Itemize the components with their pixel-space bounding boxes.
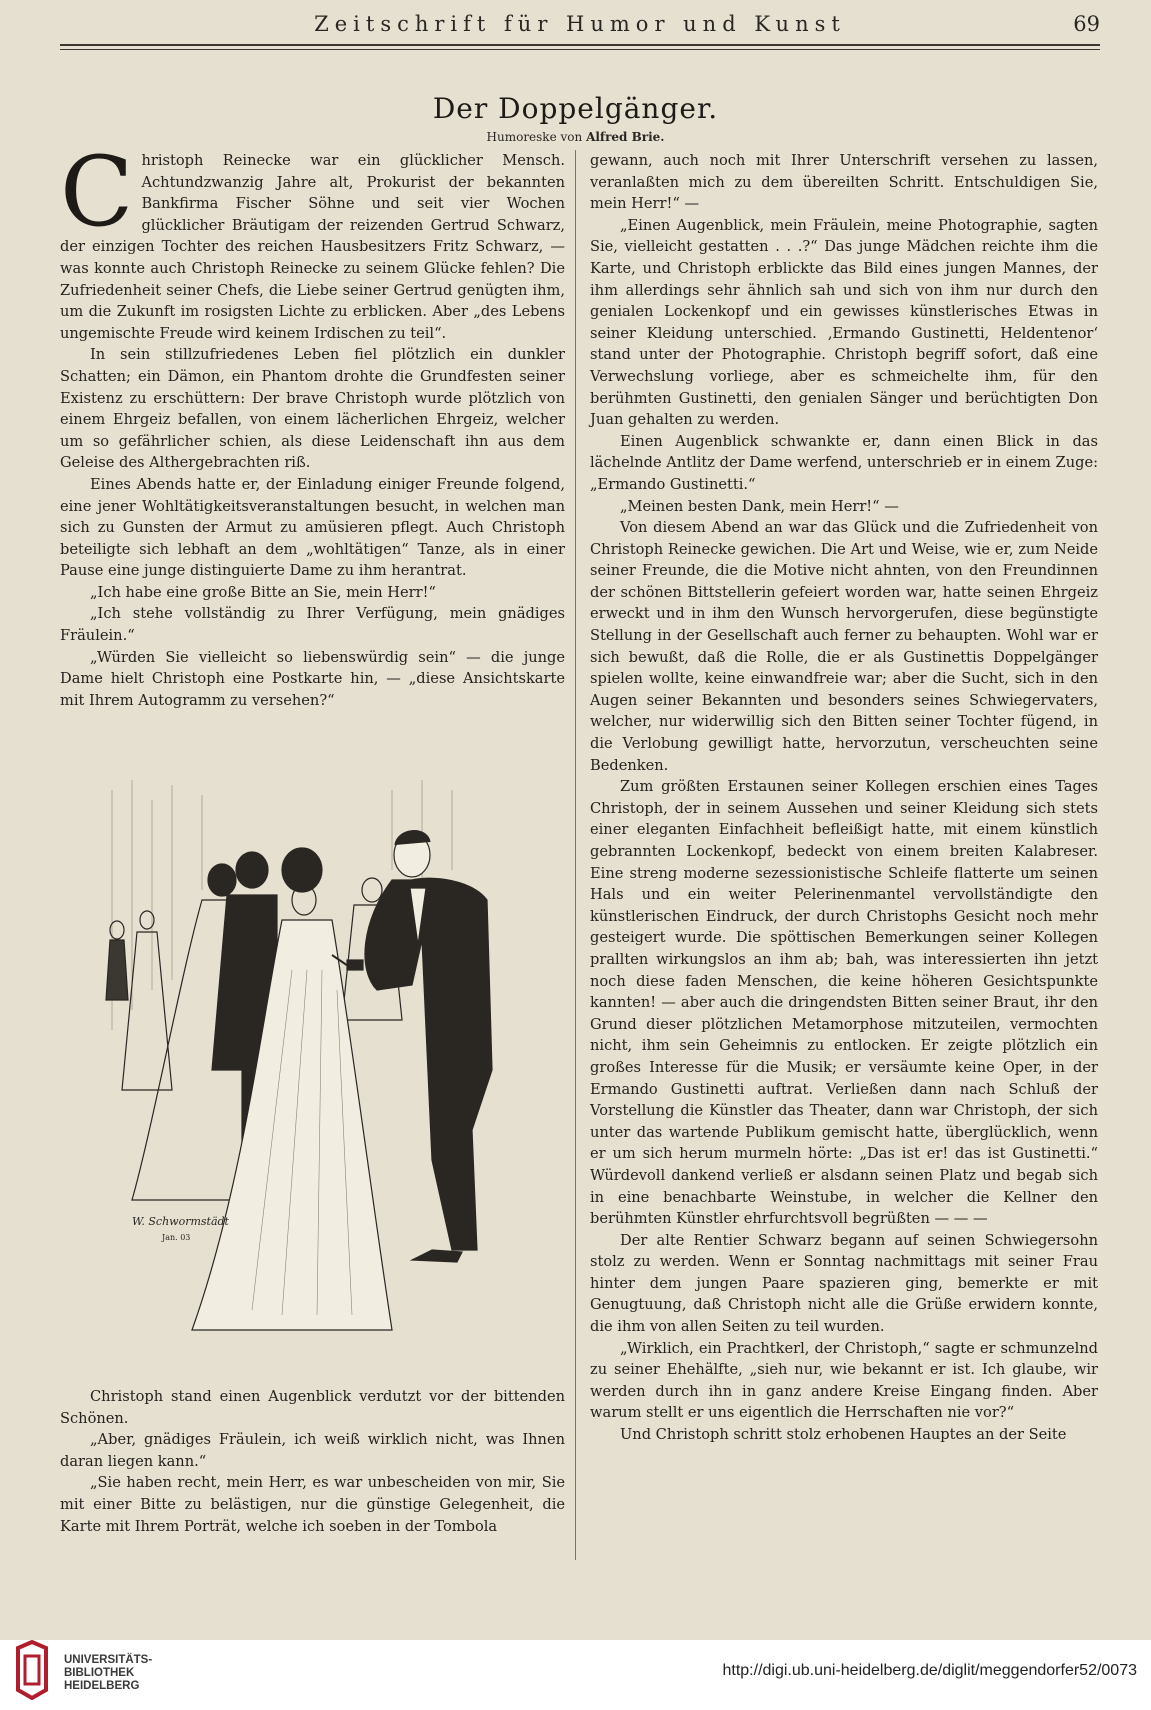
ballroom-illustration — [92, 770, 562, 1370]
header-rule — [60, 44, 1100, 46]
running-head — [60, 12, 1100, 42]
article-byline — [0, 130, 1151, 144]
left-column — [60, 136, 565, 711]
paragraph: In sein stillzufriedenes Leben fiel plötzlich ein dunkler Schatten; ein Dämon, ein Phantom drohte die Grundfesten seiner Existenz zu erschüttern: Der brave Christoph wurde plötzlich von einem Ehrgeiz befallen, von einem lächerlichen Ehrgeiz, welcher um so gefährlicher schien, als diese Leidenschaft ihn aus dem Geleise des Althergebrachten riß. — [60, 346, 565, 472]
column-divider — [575, 150, 576, 1560]
header-rule-thin — [60, 49, 1100, 50]
right-column — [590, 150, 1098, 1446]
library-logo-icon[interactable] — [10, 1640, 54, 1700]
byline-prefix: Humoreske von — [486, 130, 583, 144]
paragraph: Einen Augenblick schwankte er, dann einen Blick in das lächelnde Antlitz der Dame werfend, unterschrieb er in einem Zuge: „Ermando Gustinetti.“ — [590, 432, 1098, 493]
library-name-line: HEIDELBERG — [64, 1680, 140, 1692]
left-lower-column — [60, 1386, 565, 1537]
paragraph: „Wirklich, ein Prachtkerl, der Christoph,“ sagte er schmunzelnd zu seiner Ehehälfte, „sieh nur, wie bekannt er ist. Ich glaube, wir werden durch ihn in ganz andere Kreise Eingang finden. Aber warum stellt er uns eigentlich die Herrschaften nie vor?“ — [590, 1339, 1098, 1422]
paragraph: Christoph stand einen Augenblick verdutzt vor der bittenden Schönen. — [60, 1388, 565, 1427]
paragraph: hristoph Reinecke war ein glücklicher Mensch. Achtundzwanzig Jahre alt, Prokurist der bekannten Bankfirma Fischer Söhne und seit vier Wochen glücklicher Bräutigam der reizenden Gertrud Schwarz, der einzigen Tochter des reichen Hausbesitzers Fritz Schwarz, — was konnte auch Christoph Reinecke zu seinem Glücke fehlen? Die Zufriedenheit seiner Chefs, die Liebe seiner Gertrud genügten ihm, um die Zukunft im rosigsten Lichte zu erblicken. Aber „des Lebens ungemischte Freude wird keinem Irdischen zu teil“. — [60, 152, 565, 342]
paragraph: Von diesem Abend an war das Glück und die Zufriedenheit von Christoph Reinecke gewichen. Die Art und Weise, wie er, zum Neide seiner Freunde, die die Motive nicht ahnten, von den Freundinnen der schönen Bittstellerin gefeiert worden war, hatte seinen Ehrgeiz erweckt und in ihm den Wunsch hervorgerufen, diese begünstigte Stellung in der Gesellschaft auch ferner zu behaupten. Wohl war er sich bewußt, daß die Rolle, die er als Gustinettis Doppelgänger spielen wollte, keine einwandfreie war; aber die Sucht, sich in den Augen seiner Bekannten und besonders seines Schwiegervaters, welcher, nur widerwillig sich den Bitten seiner Tochter fügend, in die Verlobung gewilligt hatte, hervorzutun, verscheuchten seine Bedenken. — [590, 519, 1098, 774]
paragraph: Eines Abends hatte er, der Einladung einiger Freunde folgend, eine jener Wohltätigkeitsveranstaltungen besucht, in welchen man sich zu Gunsten der Armut zu amüsieren pflegt. Auch Christoph beteiligte sich lebhaft an dem „wohltätigen“ Tanze, als in einer Pause eine junge distinguierte Dame zu ihm herantrat. — [60, 475, 565, 580]
paragraph: Und Christoph schritt stolz erhobenen Hauptes an der Seite — [620, 1426, 1067, 1444]
paragraph: „Ich habe eine große Bitte an Sie, mein Herr!“ — [90, 583, 436, 601]
paragraph: „Sie haben recht, mein Herr, es war unbescheiden von mir, Sie mit einer Bitte zu belästigen, nur die günstige Gelegenheit, die Karte mit Ihrem Porträt, welche ich soeben in der Tombola — [60, 1474, 565, 1535]
woman-figure — [192, 848, 392, 1330]
library-name-line: BIBLIOTHEK — [64, 1667, 135, 1679]
library-name[interactable] — [64, 1654, 152, 1693]
paragraph: „Meinen besten Dank, mein Herr!“ — — [620, 497, 899, 515]
illustration-date: Jan. 03 — [162, 1233, 191, 1242]
byline-author: Alfred Brie. — [586, 130, 665, 144]
man-figure — [365, 831, 492, 1262]
article-title: Der Doppelgänger. — [432, 92, 719, 125]
drop-cap: C — [60, 136, 134, 248]
paragraph: Der alte Rentier Schwarz begann auf seinen Schwiegersohn stolz zu werden. Wenn er Sonntag nachmittags mit seiner Frau hinter dem jungen Paare spazieren ging, bemerkte er mit Genugtuung, daß Christoph nicht alle die Grüße erwidern konnte, die ihm von allen Seiten zu teil wurden. — [590, 1231, 1098, 1336]
paragraph: „Ich stehe vollständig zu Ihrer Verfügung, mein gnädiges Fräulein.“ — [60, 605, 565, 645]
paragraph: Zum größten Erstaunen seiner Kollegen erschien eines Tages Christoph, der in seinem Aussehen und seiner Kleidung sich stets einer eleganten Einfachheit befleißigt hatte, mit einem künstlich gebrannten Lockenkopf, bedeckt von einem breiten Kalabreser. Eine streng moderne sezessionistische Schleife flatterte um seinen Hals und ein weiter Pelerinenmantel vervollständigte den künstlerischen Eindruck, der durch Christophs Gesicht noch mehr gesteigert wurde. Die spöttischen Bemerkungen seiner Kollegen prallten wirkungslos an ihm ab; bah, was interessierten ihn jetzt noch diese faden Menschen, die keine höheren Gesichtspunkte kannten! — aber auch die dringendsten Bitten seiner Braut, ihr den Grund dieser plötzlichen Metamorphose mitzuteilen, vermochten nicht, ihm sein Geheimnis zu entlocken. Er zeigte plötzlich ein großes Interesse für die Musik; er versäumte keine Oper, in der Ermando Gustinetti auftrat. Verließen dann nach Schluß der Vorstellung die Künstler das Theater, dann war Christoph, der sich unter das wartende Publikum gemischt hatte, überglücklich, wenn er um sich herum murmeln hörte: „Das ist er! das ist Gustinetti.“ Würdevoll dankend verließ er alsdann seinen Platz und begab sich in eine benachbarte Weinstube, in welcher die Kellner den berühmten Künstler ehrfurchtsvoll begrüßten — — — — [590, 778, 1098, 1228]
paragraph: „Aber, gnädiges Fräulein, ich weiß wirklich nicht, was Ihnen daran liegen kann.“ — [60, 1431, 565, 1470]
source-url-link[interactable]: http://digi.ub.uni-heidelberg.de/diglit/meggendorfer52/0073 — [722, 1662, 1137, 1679]
illustration-signature: W. Schwormstädt — [132, 1215, 229, 1228]
paragraph: „Einen Augenblick, mein Fräulein, meine Photographie, sagten Sie, vielleicht gestatten . . .?“ Das junge Mädchen reichte ihm die Karte, und Christoph erblickte das Bild eines jungen Mannes, der ihm allerdings sehr ähnlich sah und sich von ihm nur durch den genialen Lockenkopf und ein gewisses künstlerisches Etwas in seiner Kleidung unterschied. ‚Ermando Gustinetti, Heldentenor‘ stand unter der Photographie. Christoph begriff sofort, daß eine Verwechslung vorliege, aber es schmeichelte ihm, für den berühmten Gustinetti, den genialen Sänger und berüchtigten Don Juan gehalten zu werden. — [590, 216, 1098, 429]
library-name-line: UNIVERSITÄTS- — [64, 1654, 153, 1666]
page-number: 69 — [1073, 12, 1100, 36]
running-title: Zeitschrift für Humor und Kunst — [314, 12, 846, 36]
paragraph: „Würden Sie vielleicht so liebenswürdig sein“ — die junge Dame hielt Christoph eine Postkarte hin, — „diese Ansichtskarte mit Ihrem Autogramm zu versehen?“ — [60, 648, 565, 709]
paragraph: gewann, auch noch mit Ihrer Unterschrift versehen zu lassen, veranlaßten mich zu dem übereilten Schritt. Entschuldigen Sie, mein Herr!“ — — [590, 152, 1098, 213]
